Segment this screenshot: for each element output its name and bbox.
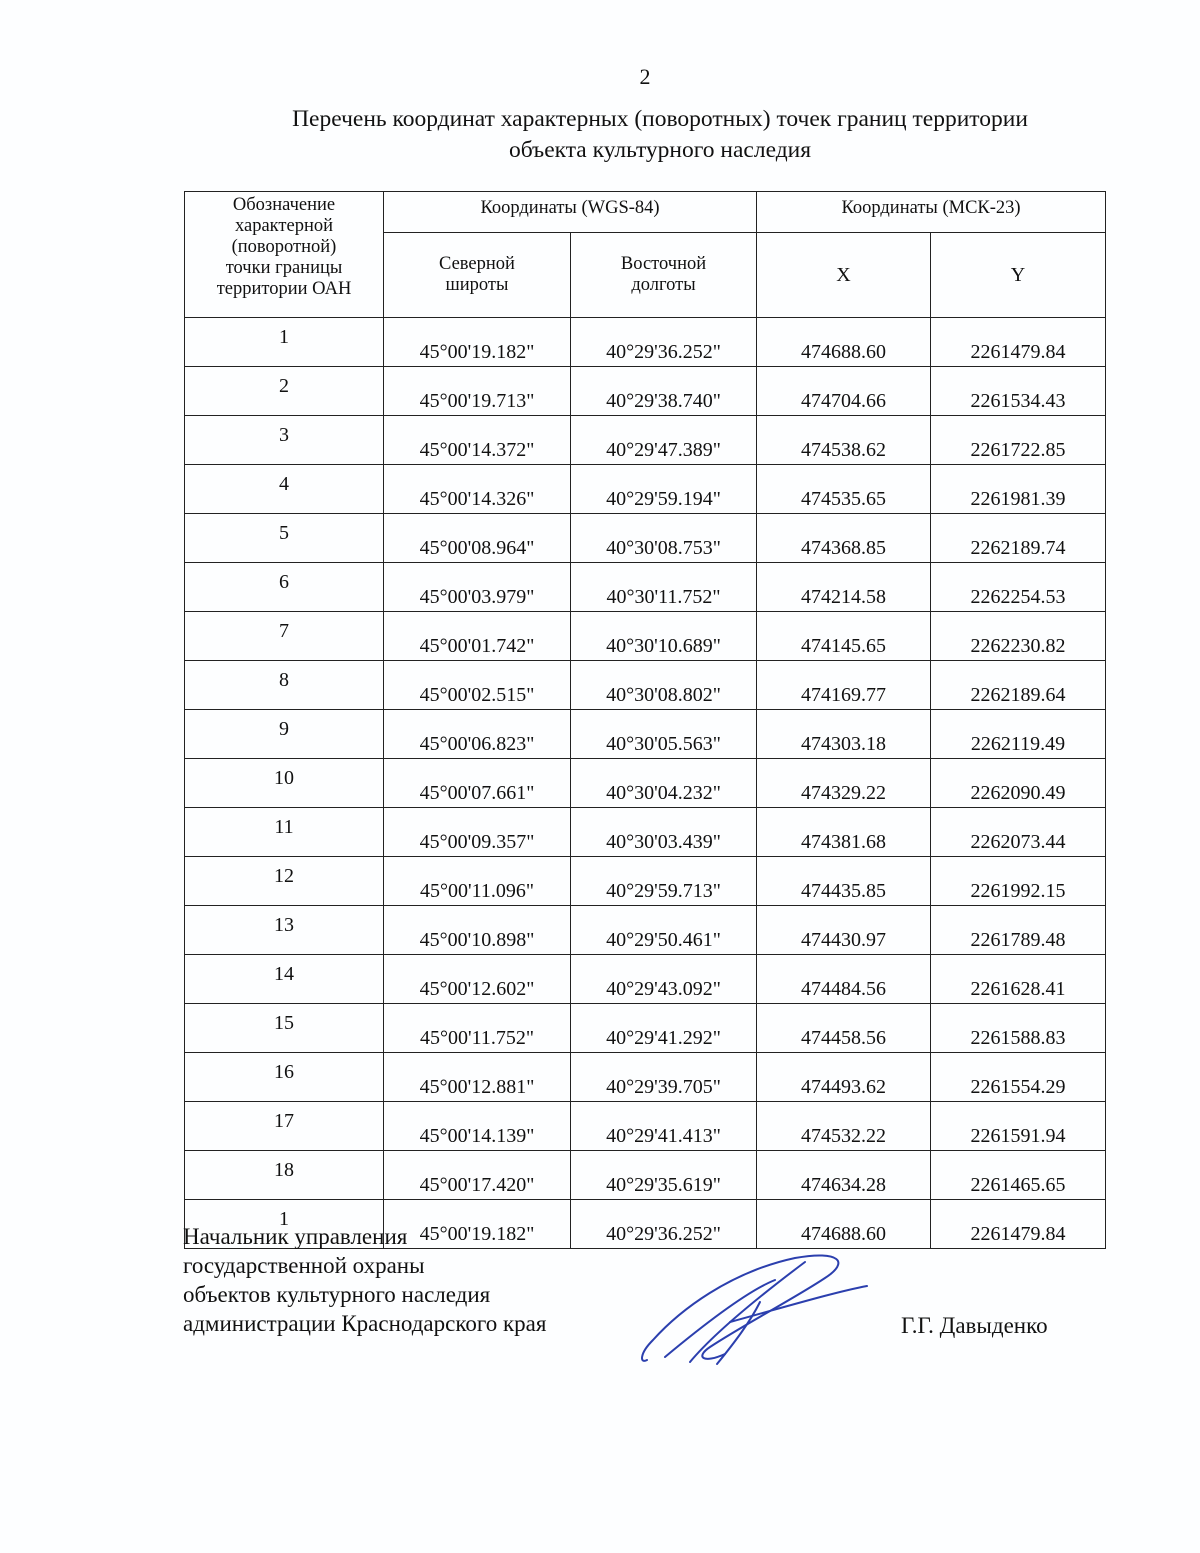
point-number-cell: 9 bbox=[185, 710, 384, 759]
header-line: Восточной bbox=[620, 254, 707, 274]
point-number-cell: 1 bbox=[185, 318, 384, 367]
table-row bbox=[185, 1053, 1106, 1102]
x-coordinate-cell: 474435.85 bbox=[757, 857, 931, 906]
position-line: администрации Краснодарского края bbox=[183, 1311, 547, 1336]
latitude-cell: 45°00'19.182" bbox=[384, 318, 571, 367]
x-coordinate-cell: 474169.77 bbox=[757, 661, 931, 710]
longitude-cell: 40°30'10.689" bbox=[571, 612, 757, 661]
header-line: точки границы bbox=[225, 258, 343, 278]
longitude-cell: 40°30'05.563" bbox=[571, 710, 757, 759]
longitude-cell: 40°29'41.413" bbox=[571, 1102, 757, 1151]
point-number-cell: 3 bbox=[185, 416, 384, 465]
x-coordinate-cell: 474704.66 bbox=[757, 367, 931, 416]
latitude-column-header bbox=[384, 233, 571, 318]
x-coordinate-cell: 474430.97 bbox=[757, 906, 931, 955]
point-number-cell: 12 bbox=[185, 857, 384, 906]
x-coordinate-cell: 474634.28 bbox=[757, 1151, 931, 1200]
y-coordinate-cell: 2261534.43 bbox=[931, 367, 1106, 416]
y-coordinate-cell: 2261479.84 bbox=[931, 318, 1106, 367]
y-coordinate-cell: 2261981.39 bbox=[931, 465, 1106, 514]
signer-name: Г.Г. Давыденко bbox=[901, 1313, 1048, 1338]
position-line: Начальник управления bbox=[183, 1224, 408, 1249]
table-row bbox=[185, 318, 1106, 367]
title-line: Перечень координат характерных (поворотных) точек границ территории bbox=[292, 106, 1028, 132]
point-number-cell: 13 bbox=[185, 906, 384, 955]
y-coordinate-cell: 2261554.29 bbox=[931, 1053, 1106, 1102]
position-line: государственной охраны bbox=[183, 1253, 425, 1278]
page-number: 2 bbox=[639, 64, 651, 89]
point-number-cell: 15 bbox=[185, 1004, 384, 1053]
x-coordinate-cell: 474303.18 bbox=[757, 710, 931, 759]
x-coordinate-cell: 474484.56 bbox=[757, 955, 931, 1004]
position-line: объектов культурного наследия bbox=[183, 1282, 491, 1307]
table-row bbox=[185, 514, 1106, 563]
table-row bbox=[185, 710, 1106, 759]
table-row bbox=[185, 1004, 1106, 1053]
table-row bbox=[185, 563, 1106, 612]
longitude-cell: 40°29'35.619" bbox=[571, 1151, 757, 1200]
x-coordinate-cell: 474538.62 bbox=[757, 416, 931, 465]
wgs84-column-group-header: Координаты (WGS-84) bbox=[384, 192, 757, 233]
latitude-cell: 45°00'11.752" bbox=[384, 1004, 571, 1053]
longitude-cell: 40°29'59.194" bbox=[571, 465, 757, 514]
latitude-cell: 45°00'12.881" bbox=[384, 1053, 571, 1102]
table-row bbox=[185, 857, 1106, 906]
x-coordinate-cell: 474329.22 bbox=[757, 759, 931, 808]
table-row bbox=[185, 465, 1106, 514]
header-line: характерной bbox=[234, 216, 334, 236]
point-column-header bbox=[185, 192, 384, 318]
x-coordinate-cell: 474688.60 bbox=[757, 318, 931, 367]
y-coordinate-cell: 2261591.94 bbox=[931, 1102, 1106, 1151]
y-coordinate-cell: 2262073.44 bbox=[931, 808, 1106, 857]
latitude-cell: 45°00'12.602" bbox=[384, 955, 571, 1004]
x-coordinate-cell: 474458.56 bbox=[757, 1004, 931, 1053]
y-coordinate-cell: 2262189.74 bbox=[931, 514, 1106, 563]
header-line: (поворотной) bbox=[231, 237, 337, 257]
table-row bbox=[185, 1151, 1106, 1200]
table-row bbox=[185, 416, 1106, 465]
title-line: объекта культурного наследия bbox=[508, 137, 812, 163]
latitude-cell: 45°00'01.742" bbox=[384, 612, 571, 661]
latitude-cell: 45°00'14.139" bbox=[384, 1102, 571, 1151]
point-number-cell: 6 bbox=[185, 563, 384, 612]
y-coordinate-cell: 2261479.84 bbox=[931, 1200, 1106, 1249]
handwritten-signature bbox=[635, 1252, 875, 1372]
y-coordinate-cell: 2261465.65 bbox=[931, 1151, 1106, 1200]
longitude-cell: 40°29'41.292" bbox=[571, 1004, 757, 1053]
latitude-cell: 45°00'10.898" bbox=[384, 906, 571, 955]
y-coordinate-cell: 2261628.41 bbox=[931, 955, 1106, 1004]
latitude-cell: 45°00'19.713" bbox=[384, 367, 571, 416]
x-coordinate-cell: 474688.60 bbox=[757, 1200, 931, 1249]
point-number-cell: 5 bbox=[185, 514, 384, 563]
msk23-column-group-header: Координаты (МСК-23) bbox=[757, 192, 1106, 233]
point-number-cell: 8 bbox=[185, 661, 384, 710]
longitude-cell: 40°30'08.802" bbox=[571, 661, 757, 710]
longitude-cell: 40°30'03.439" bbox=[571, 808, 757, 857]
longitude-column-header bbox=[571, 233, 757, 318]
y-coordinate-cell: 2262254.53 bbox=[931, 563, 1106, 612]
longitude-cell: 40°29'59.713" bbox=[571, 857, 757, 906]
latitude-cell: 45°00'14.372" bbox=[384, 416, 571, 465]
x-column-header: X bbox=[757, 233, 931, 318]
longitude-cell: 40°29'36.252" bbox=[571, 318, 757, 367]
x-coordinate-cell: 474535.65 bbox=[757, 465, 931, 514]
x-coordinate-cell: 474493.62 bbox=[757, 1053, 931, 1102]
latitude-cell: 45°00'03.979" bbox=[384, 563, 571, 612]
latitude-cell: 45°00'09.357" bbox=[384, 808, 571, 857]
point-number-cell: 10 bbox=[185, 759, 384, 808]
x-coordinate-cell: 474368.85 bbox=[757, 514, 931, 563]
point-number-cell: 18 bbox=[185, 1151, 384, 1200]
header-line: Обозначение bbox=[232, 195, 336, 215]
coordinates-table-body bbox=[185, 318, 1106, 1249]
y-coordinate-cell: 2261722.85 bbox=[931, 416, 1106, 465]
document-title bbox=[180, 104, 1140, 166]
latitude-cell: 45°00'19.182" bbox=[384, 1200, 571, 1249]
y-coordinate-cell: 2261992.15 bbox=[931, 857, 1106, 906]
y-coordinate-cell: 2262090.49 bbox=[931, 759, 1106, 808]
table-row bbox=[185, 906, 1106, 955]
longitude-cell: 40°30'08.753" bbox=[571, 514, 757, 563]
longitude-cell: 40°29'38.740" bbox=[571, 367, 757, 416]
x-coordinate-cell: 474145.65 bbox=[757, 612, 931, 661]
latitude-cell: 45°00'02.515" bbox=[384, 661, 571, 710]
y-coordinate-cell: 2261789.48 bbox=[931, 906, 1106, 955]
longitude-cell: 40°30'11.752" bbox=[571, 563, 757, 612]
header-line: территории ОАН bbox=[216, 279, 352, 299]
latitude-cell: 45°00'07.661" bbox=[384, 759, 571, 808]
table-row bbox=[185, 612, 1106, 661]
latitude-cell: 45°00'14.326" bbox=[384, 465, 571, 514]
y-coordinate-cell: 2262119.49 bbox=[931, 710, 1106, 759]
longitude-cell: 40°29'43.092" bbox=[571, 955, 757, 1004]
point-number-cell: 14 bbox=[185, 955, 384, 1004]
x-coordinate-cell: 474532.22 bbox=[757, 1102, 931, 1151]
table-row bbox=[185, 808, 1106, 857]
longitude-cell: 40°29'36.252" bbox=[571, 1200, 757, 1249]
point-number-cell: 4 bbox=[185, 465, 384, 514]
position-title bbox=[183, 1222, 546, 1338]
point-number-cell: 1 bbox=[185, 1200, 384, 1249]
y-column-header: Y bbox=[931, 233, 1106, 318]
point-number-cell: 7 bbox=[185, 612, 384, 661]
y-coordinate-cell: 2262230.82 bbox=[931, 612, 1106, 661]
point-number-cell: 11 bbox=[185, 808, 384, 857]
header-line: долготы bbox=[631, 275, 696, 295]
longitude-cell: 40°29'47.389" bbox=[571, 416, 757, 465]
header-line: широты bbox=[445, 275, 509, 295]
latitude-cell: 45°00'17.420" bbox=[384, 1151, 571, 1200]
longitude-cell: 40°29'39.705" bbox=[571, 1053, 757, 1102]
longitude-cell: 40°30'04.232" bbox=[571, 759, 757, 808]
header-line: Северной bbox=[439, 254, 515, 274]
latitude-cell: 45°00'11.096" bbox=[384, 857, 571, 906]
latitude-cell: 45°00'08.964" bbox=[384, 514, 571, 563]
point-number-cell: 16 bbox=[185, 1053, 384, 1102]
table-row bbox=[185, 955, 1106, 1004]
point-number-cell: 2 bbox=[185, 367, 384, 416]
table-row bbox=[185, 661, 1106, 710]
longitude-cell: 40°29'50.461" bbox=[571, 906, 757, 955]
point-number-cell: 17 bbox=[185, 1102, 384, 1151]
x-coordinate-cell: 474381.68 bbox=[757, 808, 931, 857]
table-row bbox=[185, 367, 1106, 416]
y-coordinate-cell: 2262189.64 bbox=[931, 661, 1106, 710]
signature-ink bbox=[642, 1255, 867, 1364]
table-row bbox=[185, 1102, 1106, 1151]
latitude-cell: 45°00'06.823" bbox=[384, 710, 571, 759]
y-coordinate-cell: 2261588.83 bbox=[931, 1004, 1106, 1053]
table-row bbox=[185, 759, 1106, 808]
coordinates-table bbox=[184, 191, 1106, 1249]
x-coordinate-cell: 474214.58 bbox=[757, 563, 931, 612]
